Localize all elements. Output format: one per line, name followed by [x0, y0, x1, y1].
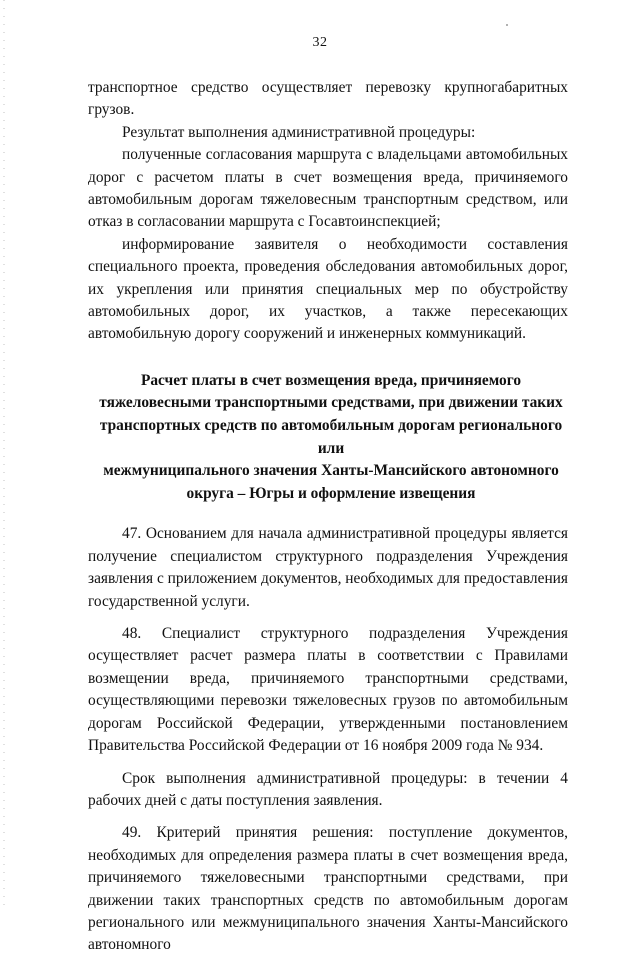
paragraph-47: 47. Основанием для начала административной процедуры является получение специалистом структурного подразделения Учреждения заявления с приложением документов, необходимых для предоставления государственной услуги.	[88, 525, 568, 610]
paragraph-deadline: Срок выполнения административной процедуры: в течении 4 рабочих дней с даты поступления заявления.	[88, 769, 568, 809]
paragraph-49: 49. Критерий принятия решения: поступление документов, необходимых для определения размера платы в счет возмещения вреда, причиняемого тяжеловесными транспортными средствами, при движении таких транспортных средств по автомобильным дорогам регионального или межмуниципального значения Ханты-Мансийского автономного	[88, 824, 568, 954]
heading-line: Расчет платы в счет возмещения вреда, причиняемого	[140, 371, 522, 389]
paragraph-result-approvals: полученные согласования маршрута с владельцами автомобильных дорог с расчетом платы в счет возмещения вреда, причиняемого автомобильным дорогам тяжеловесным транспортным средством, или отказ в согласовании маршрута с Госавтоинспекцией;	[88, 146, 568, 231]
paragraph-48: 48. Специалист структурного подразделения Учреждения осуществляет расчет размера платы в соответствии с Правилами возмещении вреда, причиняемого транспортными средствами, осуществляющими перевозки тяжеловесных грузов по автомобильным дорогам Российской Федерации, утвержденными постановлением Правительства Российской Федерации от 16 ноября 2009 года № 934.	[88, 625, 568, 755]
document-body	[88, 77, 568, 957]
heading-line: тяжеловесными транспортными средствами, при движении таких	[99, 394, 563, 412]
heading-line: транспортных средств по автомобильным дорогам регионального или	[99, 417, 563, 457]
scan-edge-marks	[3, 0, 5, 905]
paragraph-result-intro: Результат выполнения административной процедуры:	[122, 123, 476, 141]
heading-line: межмуниципального значения Ханты-Мансийского автономного	[103, 462, 559, 480]
heading-line: округа – Югры и оформление извещения	[186, 484, 476, 502]
section-heading	[88, 370, 568, 506]
paragraph-continuation: транспортное средство осуществляет перевозку крупногабаритных грузов.	[88, 79, 568, 119]
page-number: 32	[312, 35, 328, 50]
scan-dot-mark	[506, 24, 508, 26]
paragraph-result-informing: информирование заявителя о необходимости составления специального проекта, проведения обследования автомобильных дорог, их укрепления или принятия специальных мер по обустройству автомобильных дорог, их участков, а также пересекающих автомобильную дорогу сооружений и инженерных коммуникаций.	[88, 235, 568, 343]
